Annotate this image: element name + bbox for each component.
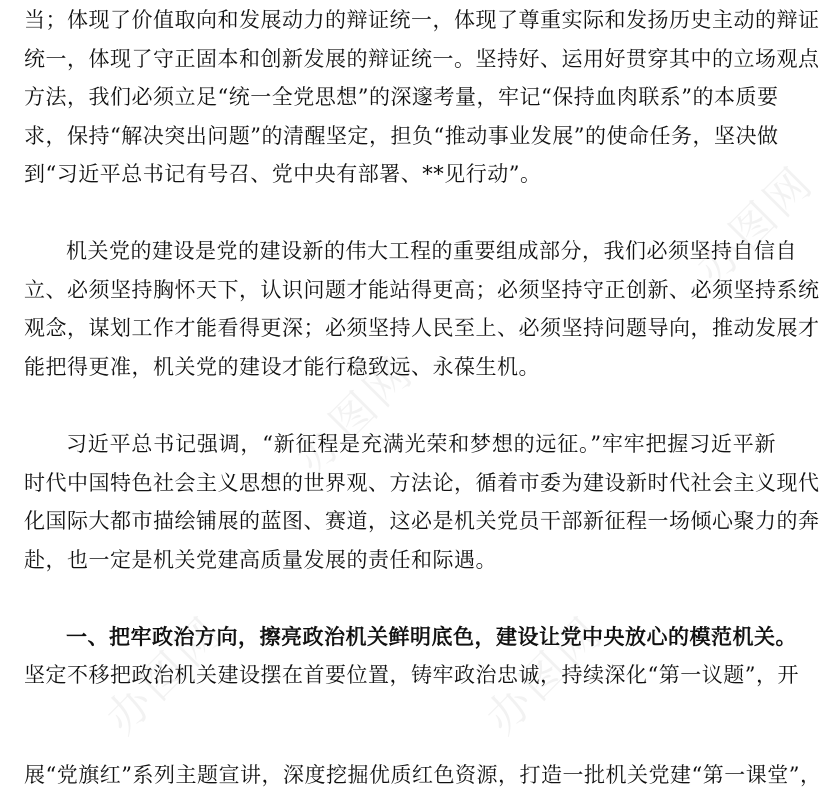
text-line: 赴，也一定是机关党建高质量发展的责任和际遇。	[24, 548, 497, 572]
paragraph-first-line: 习近平总书记强调，“新征程是充满光荣和梦想的远征。”牢牢把握习近平新	[66, 432, 776, 456]
text-line: 坚定不移把政治机关建设摆在首要位置，铸牢政治忠诚，持续深化“第一议题”，开	[24, 663, 799, 687]
text-line: 时代中国特色社会主义思想的世界观、方法论，循着市委为建设新时代社会主义现代	[24, 471, 820, 495]
watermark: 办图网	[686, 156, 825, 295]
section-heading: 一、把牢政治方向，擦亮政治机关鲜明底色，建设让党中央放心的模范机关。	[66, 624, 797, 649]
text-line: 方法，我们必须立足“统一全党思想”的深邃考量，牢记“保持血肉联系”的本质要	[24, 85, 779, 109]
watermark: 办图网	[96, 606, 235, 745]
watermark: 办图网	[476, 606, 615, 745]
text-line: 展“党旗红”系列主题宣讲，深度挖掘优质红色资源，打造一批机关党建“第一课堂”，	[24, 763, 822, 787]
text-line: 立、必须坚持胸怀天下，认识问题才能站得更高；必须坚持守正创新、必须坚持系统	[24, 278, 820, 302]
watermark: 办图网	[286, 346, 425, 485]
text-line: 化国际大都市描绘铺展的蓝图、赛道，这必是机关党员干部新征程一场倾心聚力的奔	[24, 509, 820, 533]
text-line: 能把得更准，机关党的建设才能行稳致远、永葆生机。	[24, 355, 540, 379]
text-line: 到“习近平总书记有号召、党中央有部署、**见行动”。	[24, 162, 542, 186]
text-line: 统一，体现了守正固本和创新发展的辩证统一。坚持好、运用好贯穿其中的立场观点	[24, 47, 820, 71]
text-line: 求，保持“解决突出问题”的清醒坚定，担负“推动事业发展”的使命任务，坚决做	[24, 124, 779, 148]
text-line: 观念，谋划工作才能看得更深；必须坚持人民至上、必须坚持问题导向，推动发展才	[24, 316, 820, 340]
text-line: 当；体现了价值取向和发展动力的辩证统一，体现了尊重实际和发扬历史主动的辩证	[24, 8, 820, 32]
paragraph-first-line: 机关党的建设是党的建设新的伟大工程的重要组成部分，我们必须坚持自信自	[66, 239, 797, 263]
